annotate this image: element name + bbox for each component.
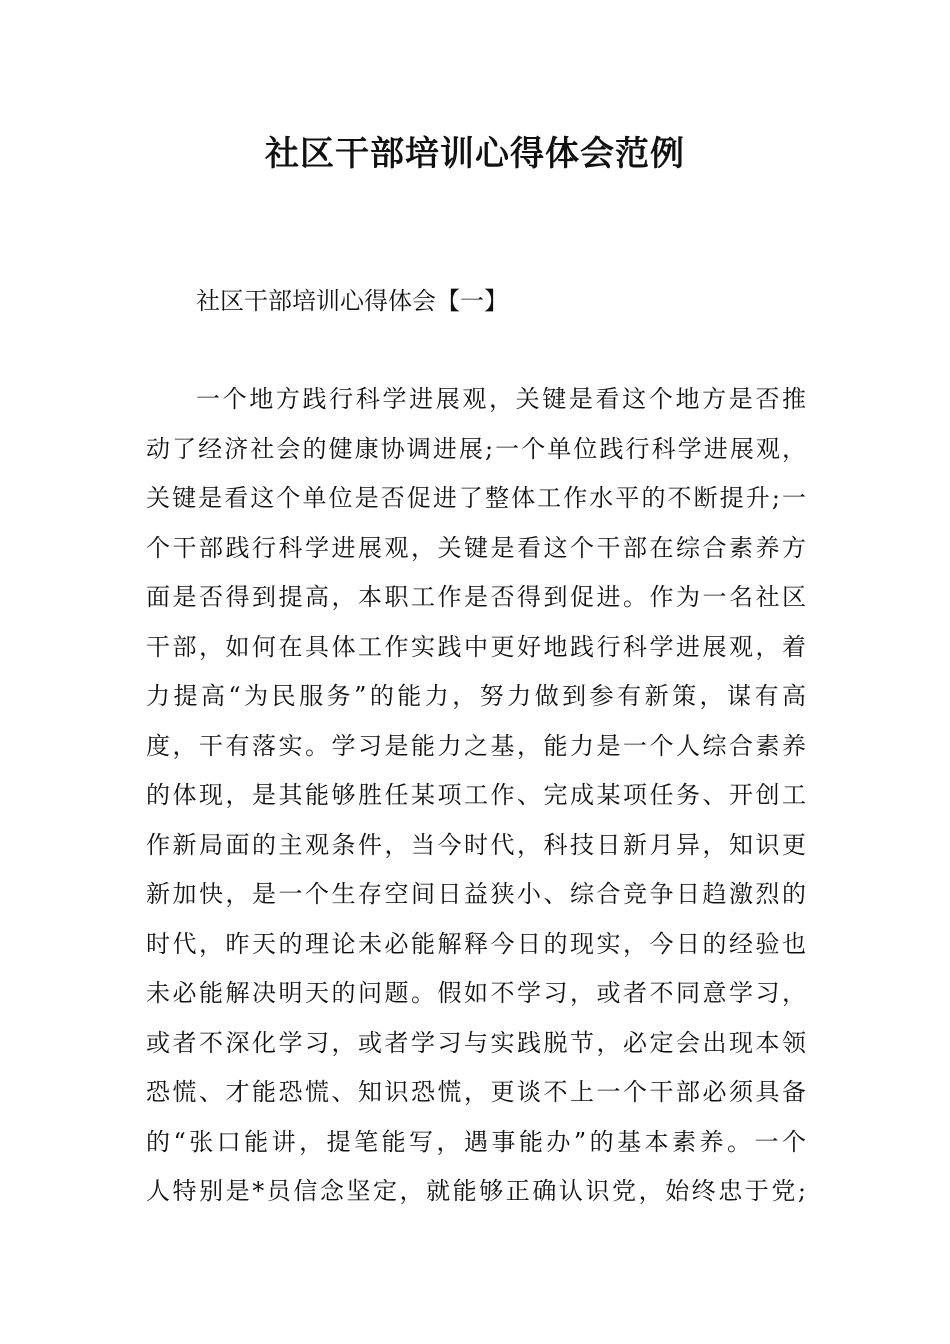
paragraph-line: 关键是看这个单位是否促进了整体工作水平的不断提升;一 (146, 484, 806, 512)
paragraph-line: 的“张口能讲，提笔能写，遇事能办”的基本素养。一个 (146, 1127, 806, 1156)
paragraph-line: 动了经济社会的健康协调进展;一个单位践行科学进展观， (146, 434, 806, 463)
section-heading: 社区干部培训心得体会【一】 (196, 287, 508, 315)
paragraph-line: 力提高“为民服务”的能力，努力做到参有新策，谋有高 (146, 682, 806, 710)
paragraph-line: 干部，如何在具体工作实践中更好地践行科学进展观，着 (146, 632, 806, 661)
document-title: 社区干部培训心得体会范例 (265, 134, 685, 174)
paragraph-line: 作新局面的主观条件，当今时代，科技日新月异，知识更 (146, 830, 806, 859)
body-paragraph (146, 375, 806, 1217)
paragraph-line: 个干部践行科学进展观，关键是看这个干部在综合素养方 (146, 533, 806, 562)
paragraph-line: 度，干有落实。学习是能力之基，能力是一个人综合素养 (146, 731, 806, 760)
paragraph-line: 或者不深化学习，或者学习与实践脱节，必定会出现本领 (146, 1028, 806, 1057)
paragraph-line: 未必能解决明天的问题。假如不学习，或者不同意学习， (146, 979, 806, 1007)
paragraph-line: 人特别是*员信念坚定，就能够正确认识党，始终忠于党; (146, 1177, 806, 1205)
paragraph-line: 恐慌、才能恐慌、知识恐慌，更谈不上一个干部必须具备 (146, 1078, 806, 1106)
paragraph-line: 新加快，是一个生存空间日益狭小、综合竞争日趋激烈的 (146, 880, 806, 908)
paragraph-line: 的体现，是其能够胜任某项工作、完成某项任务、开创工 (146, 781, 806, 809)
paragraph-line: 面是否得到提高，本职工作是否得到促进。作为一名社区 (146, 583, 806, 611)
paragraph-line: 时代，昨天的理论未必能解释今日的现实，今日的经验也 (146, 929, 806, 958)
paragraph-line: 一个地方践行科学进展观，关键是看这个地方是否推 (196, 385, 806, 413)
